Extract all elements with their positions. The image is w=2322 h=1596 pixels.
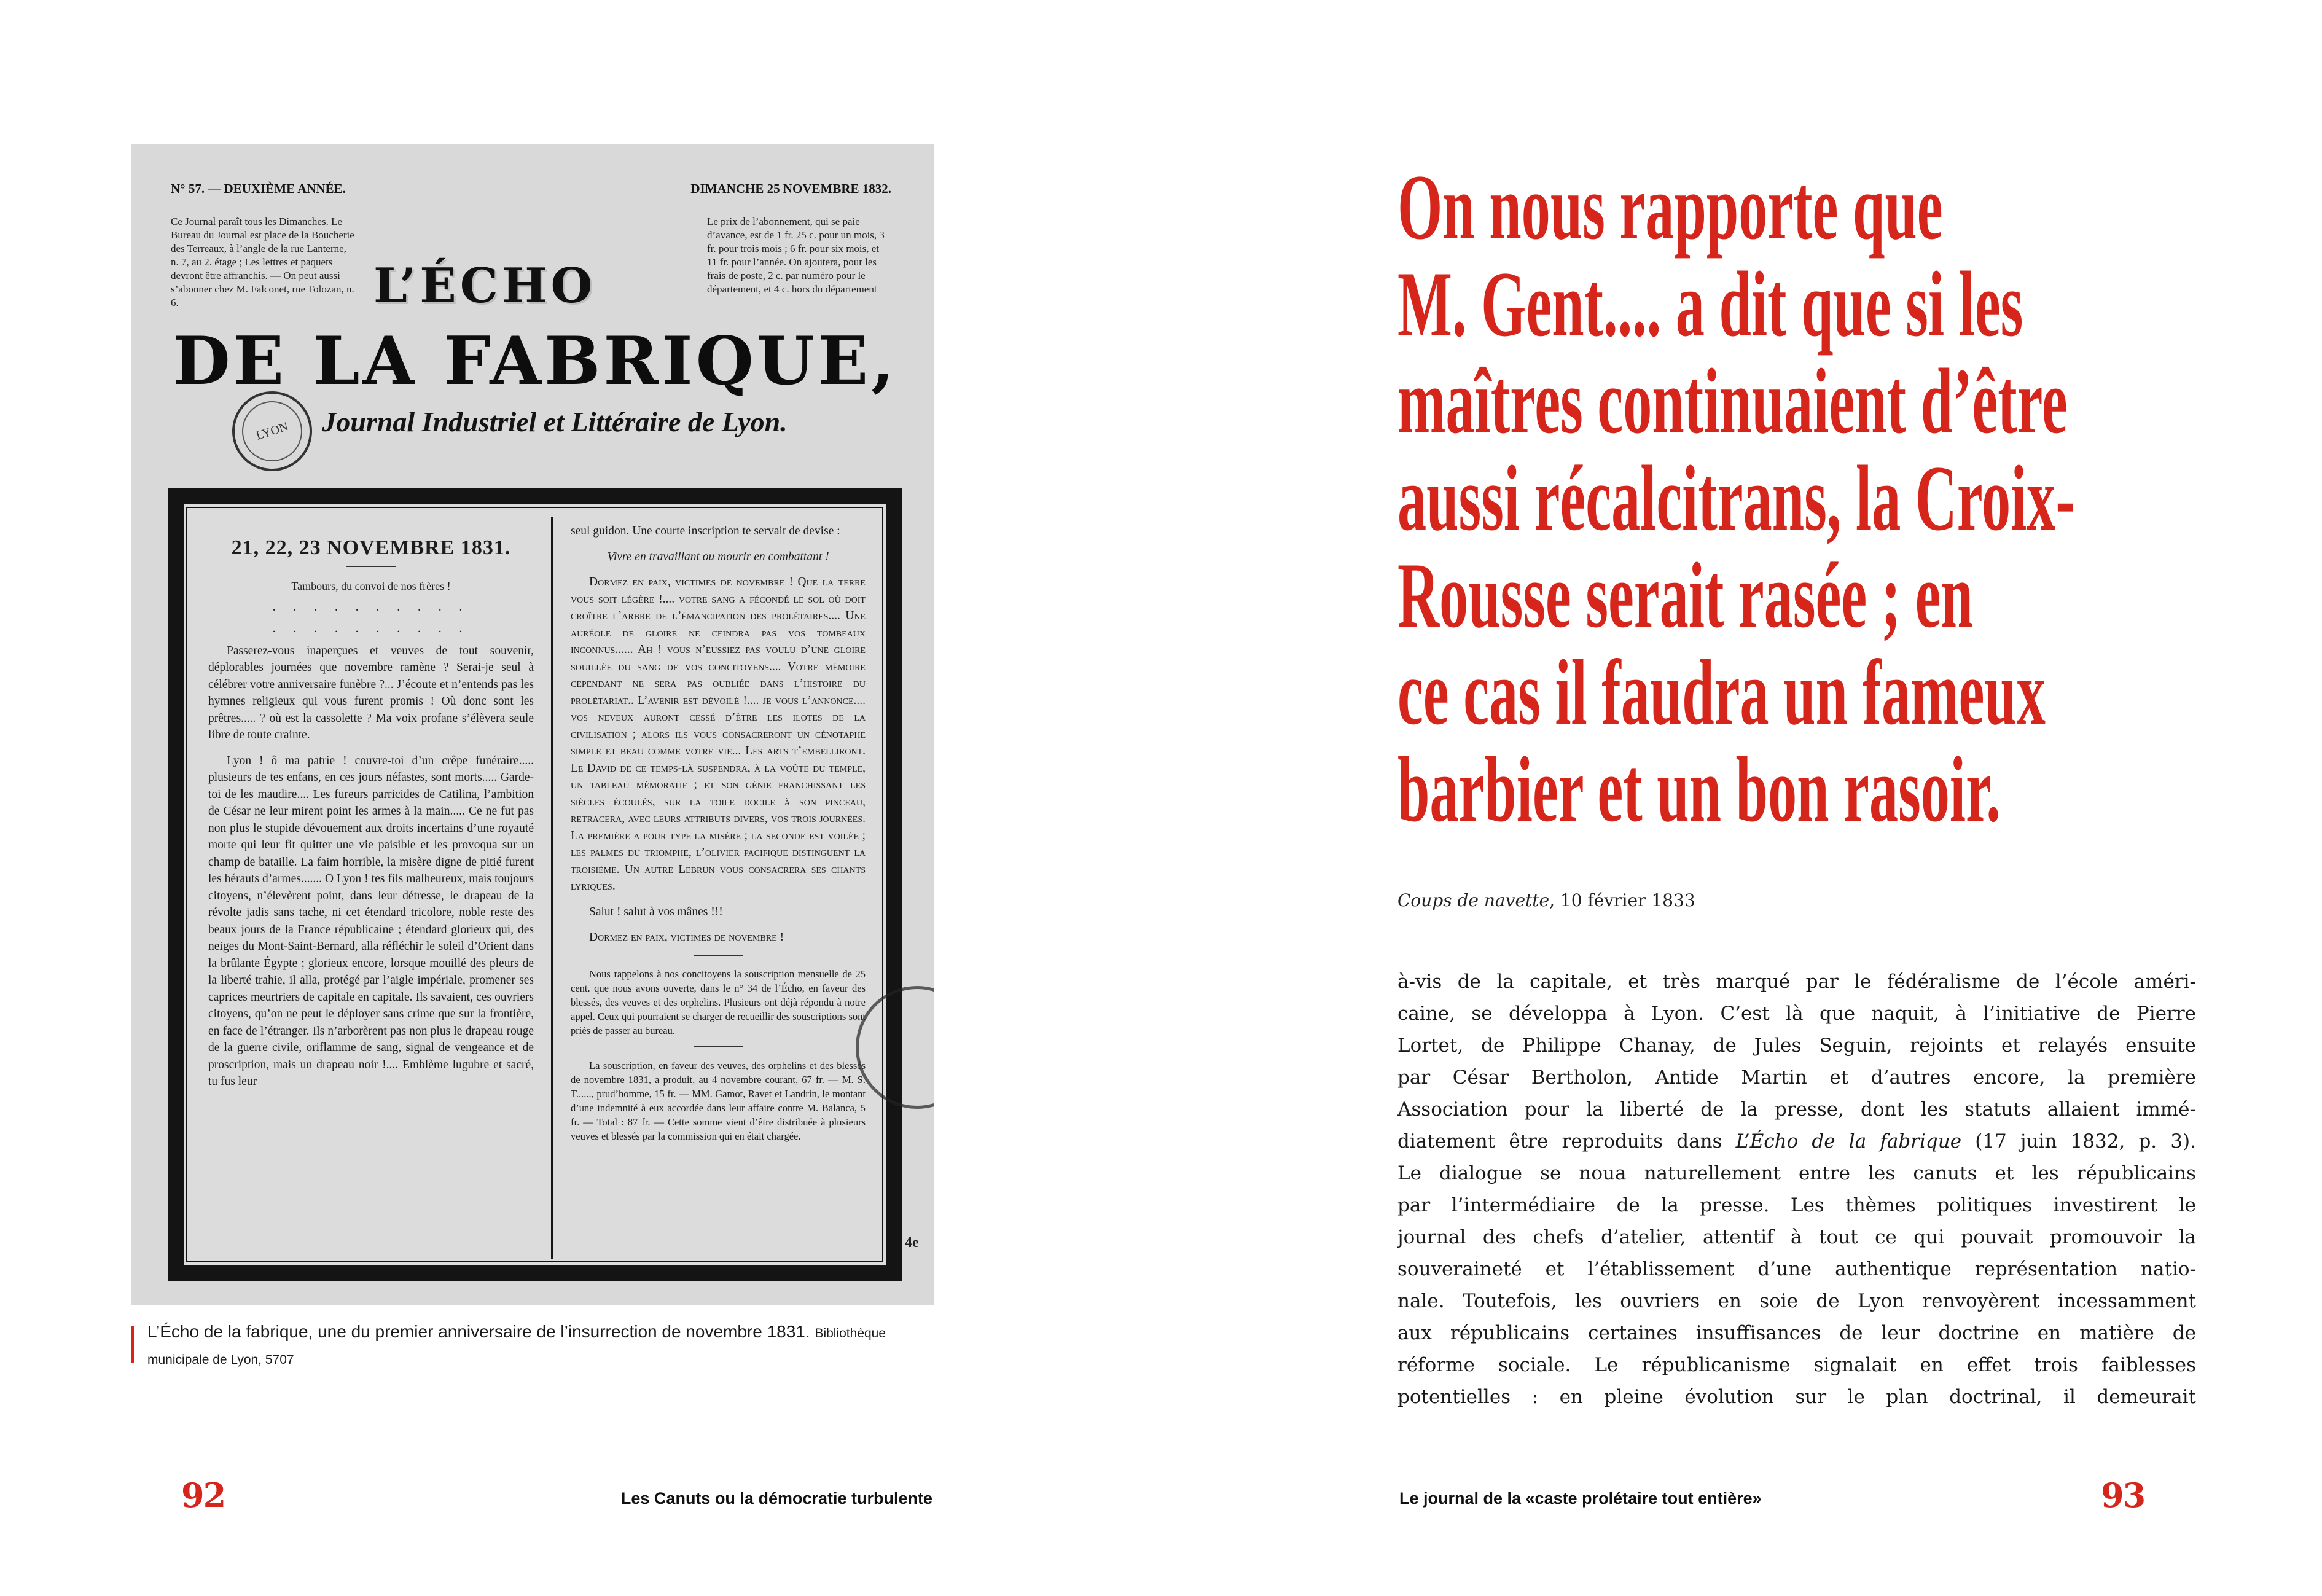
newspaper-dots: . . . . . . . . . .	[272, 622, 470, 635]
newspaper-paragraph: seul guidon. Une courte inscription te servait de devise :	[571, 525, 840, 538]
newspaper-facsimile	[131, 144, 934, 1305]
body-line: Le dialogue se noua naturellement entre les canuts et les républicains	[1398, 1162, 2196, 1184]
body-line: Lortet, de Philippe Chanay, de Jules Seguin, rejoints et relayés ensuite	[1398, 1035, 2196, 1057]
pull-quote	[1398, 155, 2235, 841]
newspaper-headline: 21, 22, 23 NOVEMBRE 1831.	[231, 536, 511, 559]
stamp-text: LYON	[254, 419, 290, 443]
newspaper-motto: Vivre en travaillant ou mourir en combattant !	[607, 550, 829, 563]
body-line: aux républicains certaines insuffisances de leur doctrine en matière de	[1398, 1322, 2196, 1344]
newspaper-column-right	[571, 523, 866, 1253]
newspaper-subtitle: Journal Industriel et Littéraire de Lyon.	[322, 406, 788, 437]
pull-quote-line: aussi récalcitrans, la Croix-	[1398, 447, 2075, 550]
newspaper-paragraph: Lyon ! ô ma patrie ! couvre-toi d’un crêpe funéraire..... plusieurs de tes enfans, en ces jours néfastes, sont morts..... Garde-toi de les maudire.... Les fureurs parricides de Catilina, l’ambition de César ne leur mirent point les armes à la main..... Ce ne fut pas non plus le stupide dévouement aux droits incertains d’une royauté morte qui leur fit quitter une vie paisible et les provoqua sur un champ de bataille. La faim horrible, la misère digne de pitié furent les hérauts d’armes....... O Lyon ! tes fils malheureux, mais toujours citoyens, n’élevèrent point, dans leur détresse, le drapeau de la révolte jadis sans tache, ni cet étendard tricolore, noble reste des beaux jours de la France républicaine ; étendard glorieux qui, des neiges du Mont-Saint-Bernard, alla réfléchir le soleil d’Orient dans la brûlante Égypte ; glorieux encore, lorsque mouillé des pleurs de la liberté trahie, il alla, protégé par l’aigle impériale, promener ses caprices meurtriers de capitale en capitale. Ils savaient, ces ouvriers citoyens, qu’on ne peut le déployer sans crime que sur la frontière, en face de l’étranger. Ils n’arborèrent pas non plus le drapeau rouge de la guerre civile, oriflamme de sang, signal de vengeance et de proscription, mais un drapeau noir !.... Emblème lugubre et sacré, tu fus leur	[208, 754, 534, 1088]
pull-quote-line: On nous rapporte que	[1398, 155, 1943, 259]
newspaper-dots: . . . . . . . . . .	[272, 600, 470, 614]
pull-quote-line: barbier et un bon rasoir.	[1398, 738, 2001, 841]
seal-mark: 4e	[905, 1235, 919, 1251]
newspaper-closing: Dormez en paix, victimes de novembre !	[589, 931, 784, 944]
quote-source-title: Coups de navette	[1398, 890, 1550, 910]
column-divider	[551, 517, 553, 1259]
newspaper-paragraph: Dormez en paix, victimes de novembre ! Que la terre vous soit légère !.... votre sang a fécondé le sol où doit croître l’arbre de l’émancipation des prolétaires.... Une auréole de gloire ne ceindra pas vos tombeaux inconnus...... Ah ! vous n’eussiez pas voulu d’une gloire souillée du sang de vos concitoyens.... Votre mémoire cependant ne sera pas oubliée dans l’histoire du prolétariat.. L’avenir est dévoilé !.... je vous l’annonce.... vos neveux auront cessé d’être les ilotes de la civilisation ; alors ils vous consacreront un cénotaphe simple et beau comme votre vie... Les arts t’embelliront. Le David de ce temps-là suspendra, à la voûte du temple, un tableau mémoratif ; et son génie franchissant les siècles écoulés, sur la toile docile à son pinceau, retracera, avec leurs attributs divers, vos trois journées. La première a pour type la misère ; la seconde est voilée ; les palmes du triomphe, l’olivier pacifique distinguent la troisième. Un autre Lebrun vous consacrera ses chants lyriques.	[571, 576, 866, 893]
quote-source-date: , 10 février 1833	[1549, 890, 1695, 910]
newspaper-date: DIMANCHE 25 NOVEMBRE 1832.	[690, 181, 891, 196]
newspaper-notice: La souscription, en faveur des veuves, des orphelins et des blessés de novembre 1831, a produit, au 4 novembre courant, 67 fr. — M. S. T......, prud’homme, 15 fr. — MM. Gamot, Ravet et Landrin, le montant d’une indemnité à eux accordée dans leur affaire contre M. Balanca, 5 fr. — Total : 87 fr. — Cette somme vient d’être distribuée à plusieurs veuves et blessés par la commission qui en était chargée.	[571, 1059, 866, 1142]
newspaper-notice-right: Le prix de l’abonnement, qui se paie d’avance, est de 1 fr. 25 c. pour un mois, 3 fr. pour trois mois ; 6 fr. pour six mois, et 11 fr. pour l’année. On ajoutera, pour les frais de poste, 2 c. par numéro pour le département, et 4 c. hors du département	[707, 216, 885, 295]
journal-title-italic: L’Écho de la fabrique	[1735, 1130, 1962, 1152]
body-line-part: diatement être reproduits dans	[1398, 1130, 1736, 1152]
body-text	[1398, 966, 2196, 1413]
page-number-left: 92	[181, 1476, 225, 1515]
body-line: réforme sociale. Le républicanisme signalait en effet trois faiblesses	[1398, 1354, 2196, 1376]
body-line-with-italic	[1398, 1125, 2196, 1157]
newspaper-title-fabrique: DE LA FABRIQUE,	[173, 323, 897, 400]
newspaper-notice-left: Ce Journal paraît tous les Dimanches. Le Bureau du Journal est place de la Boucherie des Terreaux, à l’angle de la rue Lanterne, n. 7, au 2. étage ; Les lettres et paquets devront être affranchis. — On peut aussi s’abonner chez M. Falconet, rue Tolozan, n. 6.	[171, 216, 354, 308]
caption-accent-bar	[131, 1326, 134, 1363]
pull-quote-line: M. Gent.... a dit que si les	[1398, 252, 2023, 356]
body-line: caine, se développa à Lyon. C’est là que naquit, à l’initiative de Pierre	[1398, 1003, 2196, 1025]
newspaper-notice: Nous rappelons à nos concitoyens la souscription mensuelle de 25 cent. que nous avons ouverte, dans le n° 34 de l’Écho, en faveur des blessés, des veuves et des orphelins. Plusieurs ont déjà répondu à notre appel. Ceux qui pourraient se charger de recueillir des souscriptions sont priés de passer au bureau.	[571, 968, 866, 1036]
mourning-frame	[168, 488, 902, 1281]
pull-quote-line: maîtres continuaient d’être	[1398, 350, 2068, 453]
pull-quote-line: Rousse serait rasée ; en	[1398, 544, 1973, 647]
page-number-right: 93	[2101, 1476, 2145, 1515]
newspaper-epigraph: Tambours, du convoi de nos frères !	[291, 580, 451, 592]
section-rule	[694, 1046, 743, 1047]
body-line: à-vis de la capitale, et très marqué par le fédéralisme de l’école améri-	[1398, 971, 2196, 993]
body-line: par César Bertholon, Antide Martin et d’autres encore, la première	[1398, 1066, 2196, 1089]
newspaper-paragraph: Passerez-vous inaperçues et veuves de tout souvenir, déplorables journées que novembre ramène ? Serai-je seul à célébrer votre anniversaire funèbre ?... J’écoute et n’entends pas les hymnes religieux qui vous furent promis ! Où donc sont les prêtres..... ? où est la cassolette ? Ma voix profane s’élèvera seule libre de toute crainte.	[208, 644, 534, 741]
headline-rule	[346, 566, 396, 567]
body-line: souveraineté et l’établissement d’une authentique représentation natio-	[1398, 1258, 2196, 1280]
section-rule	[694, 955, 743, 956]
running-head-right: Le journal de la «caste prolétaire tout entière»	[1399, 1489, 1762, 1508]
running-head-left: Les Canuts ou la démocratie turbulente	[620, 1489, 932, 1508]
body-line-part: (17 juin 1832, p. 3).	[1961, 1130, 2196, 1152]
newspaper-issue-number: N° 57. — DEUXIÈME ANNÉE.	[171, 181, 346, 196]
body-line: Association pour la liberté de la presse, dont les statuts allaient immé-	[1398, 1098, 2196, 1121]
newspaper-title-echo: L’ÉCHO	[373, 258, 596, 314]
newspaper-salut: Salut ! salut à vos mânes !!!	[589, 905, 723, 918]
body-line: par l’intermédiaire de la presse. Les thèmes politiques investirent le	[1398, 1194, 2196, 1216]
body-line: journal des chefs d’atelier, attentif à tout ce qui pouvait promouvoir la	[1398, 1226, 2196, 1248]
pull-quote-line: ce cas il faudra un fameux	[1398, 641, 2046, 744]
newspaper-column-left	[208, 523, 534, 1253]
quote-source	[1398, 890, 1695, 910]
caption-credit: Bibliothèque municipale de Lyon, 5707	[147, 1326, 886, 1367]
figure-caption	[147, 1320, 946, 1372]
caption-text: L’Écho de la fabrique, une du premier anniversaire de l’insurrection de novembre 1831.	[147, 1322, 810, 1341]
body-line: nale. Toutefois, les ouvriers en soie de Lyon renvoyèrent incessamment	[1398, 1290, 2196, 1312]
body-line: potentielles : en pleine évolution sur le plan doctrinal, il demeurait	[1398, 1386, 2196, 1408]
